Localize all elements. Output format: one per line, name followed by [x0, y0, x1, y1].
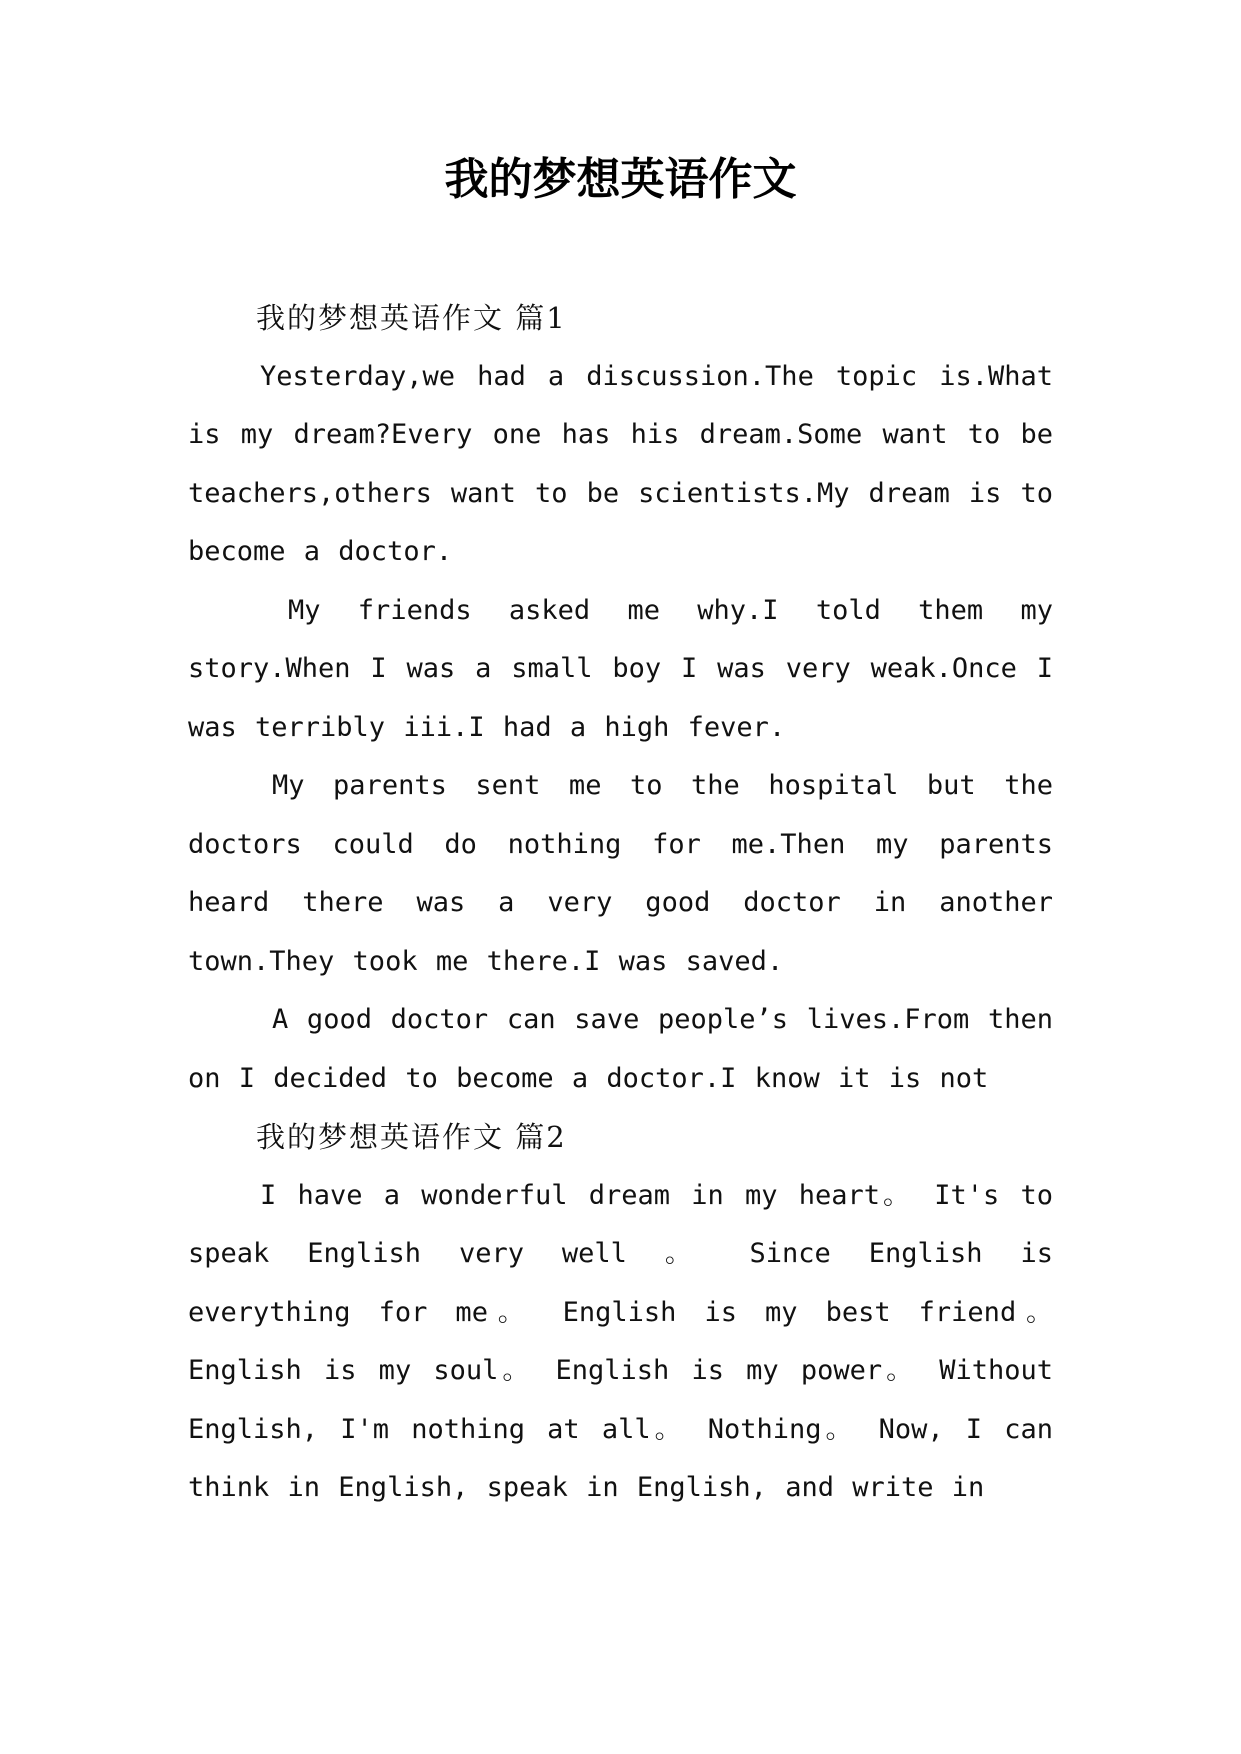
paragraph: My parents sent me to the hospital but the doctors could do nothing for me.Then my parents heard there was a very good doctor in another town.They took me there.I was saved.	[188, 770, 1053, 977]
paragraph: A good doctor can save people’s lives.From then on I decided to become a doctor.I know it is not	[188, 1004, 1053, 1094]
paragraph: Yesterday,we had a discussion.The topic is.What is my dream?Every one has his dream.Some want to be teachers,others want to be scientists.My dream is to become a doctor.	[188, 360, 1053, 567]
document-body	[188, 289, 1053, 1518]
document-title: 我的梦想英语作文	[444, 154, 797, 205]
paragraph: I have a wonderful dream in my heart。 It's to speak English very well 。 Since English is everything for me。 English is my best friend。 English is my soul。 English is my power。 Without English, I'm nothing at all。 Nothing。 Now, I can think in English, speak in English, and write in	[188, 1179, 1053, 1503]
section-heading: 我的梦想英语作文 篇2	[256, 1120, 567, 1154]
section-heading: 我的梦想英语作文 篇1	[256, 301, 567, 335]
paragraph: My friends asked me why.I told them my story.When I was a small boy I was very weak.Once I was terribly iii.I had a high fever.	[188, 594, 1053, 743]
